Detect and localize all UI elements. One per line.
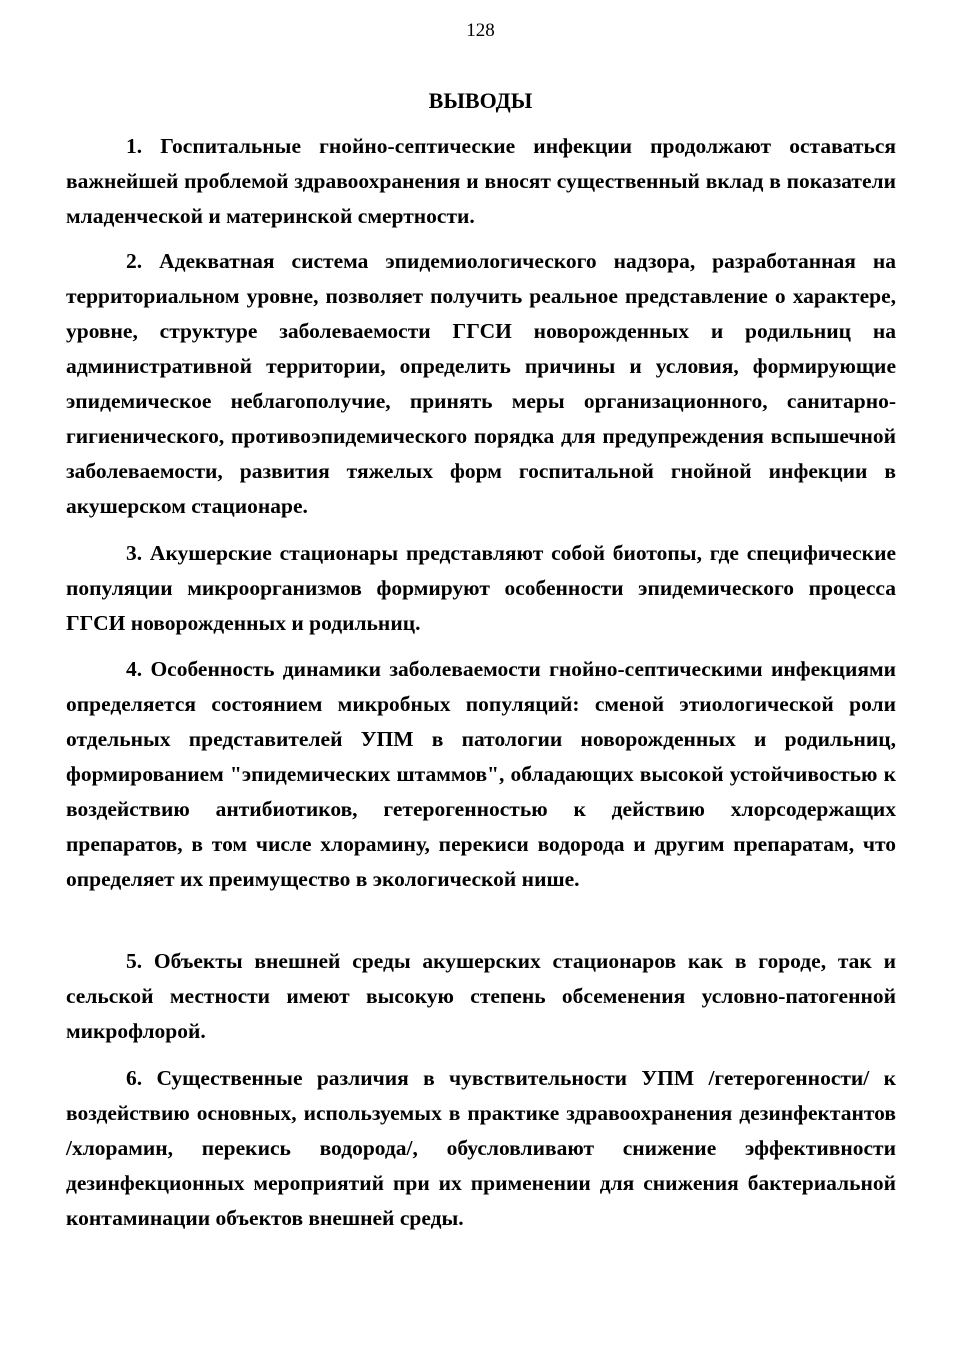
page-number: 128 — [466, 20, 495, 41]
conclusion-paragraph-5: 5. Объекты внешней среды акушерских стационаров как в городе, так и сельской местности имеют высокую степень обсеменения условно-патогенной микрофлорой. — [66, 949, 896, 1043]
section-heading: ВЫВОДЫ — [428, 88, 533, 113]
conclusion-paragraph-6: 6. Существенные различия в чувствительности УПМ /гетерогенности/ к воздействию основных, используемых в практике здравоохранения дезинфектантов /хлорамин, перекись водорода/, обусловливают снижение эффективности дезинфекционных мероприятий при их применении для снижения бактериальной контаминации объектов внешней среды. — [66, 1066, 896, 1230]
conclusion-paragraph-2: 2. Адекватная система эпидемиологического надзора, разработанная на территориальном уровне, позволяет получить реальное представление о характере, уровне, структуре заболеваемости ГГСИ новорожденных и родильниц на административной территории, определить причины и условия, формирующие эпидемическое неблагополучие, принять меры организационного, санитарно-гигиенического, противоэпидемического порядка для предупреждения вспышечной заболеваемости, развития тяжелых форм госпитальной гнойной инфекции в акушерском стационаре. — [66, 249, 896, 518]
conclusion-paragraph-3: 3. Акушерские стационары представляют собой биотопы, где специфические популяции микроорганизмов формируют особенности эпидемического процесса ГГСИ новорожденных и родильниц. — [66, 541, 896, 635]
conclusion-paragraph-1: 1. Госпитальные гнойно-септические инфекции продолжают оставаться важнейшей проблемой здравоохранения и вносят существенный вклад в показатели младенческой и материнской смертности. — [66, 134, 896, 228]
conclusion-paragraph-4: 4. Особенность динамики заболеваемости гнойно-септическими инфекциями определяется состоянием микробных популяций: сменой этиологической роли отдельных представителей УПМ в патологии новорожденных и родильниц, формированием "эпидемических штаммов", обладающих высокой устойчивостью к воздействию антибиотиков, гетерогенностью к действию хлорсодержащих препаратов, в том числе хлорамину, перекиси водорода и другим препаратам, что определяет их преимущество в экологической нише. — [66, 657, 896, 891]
